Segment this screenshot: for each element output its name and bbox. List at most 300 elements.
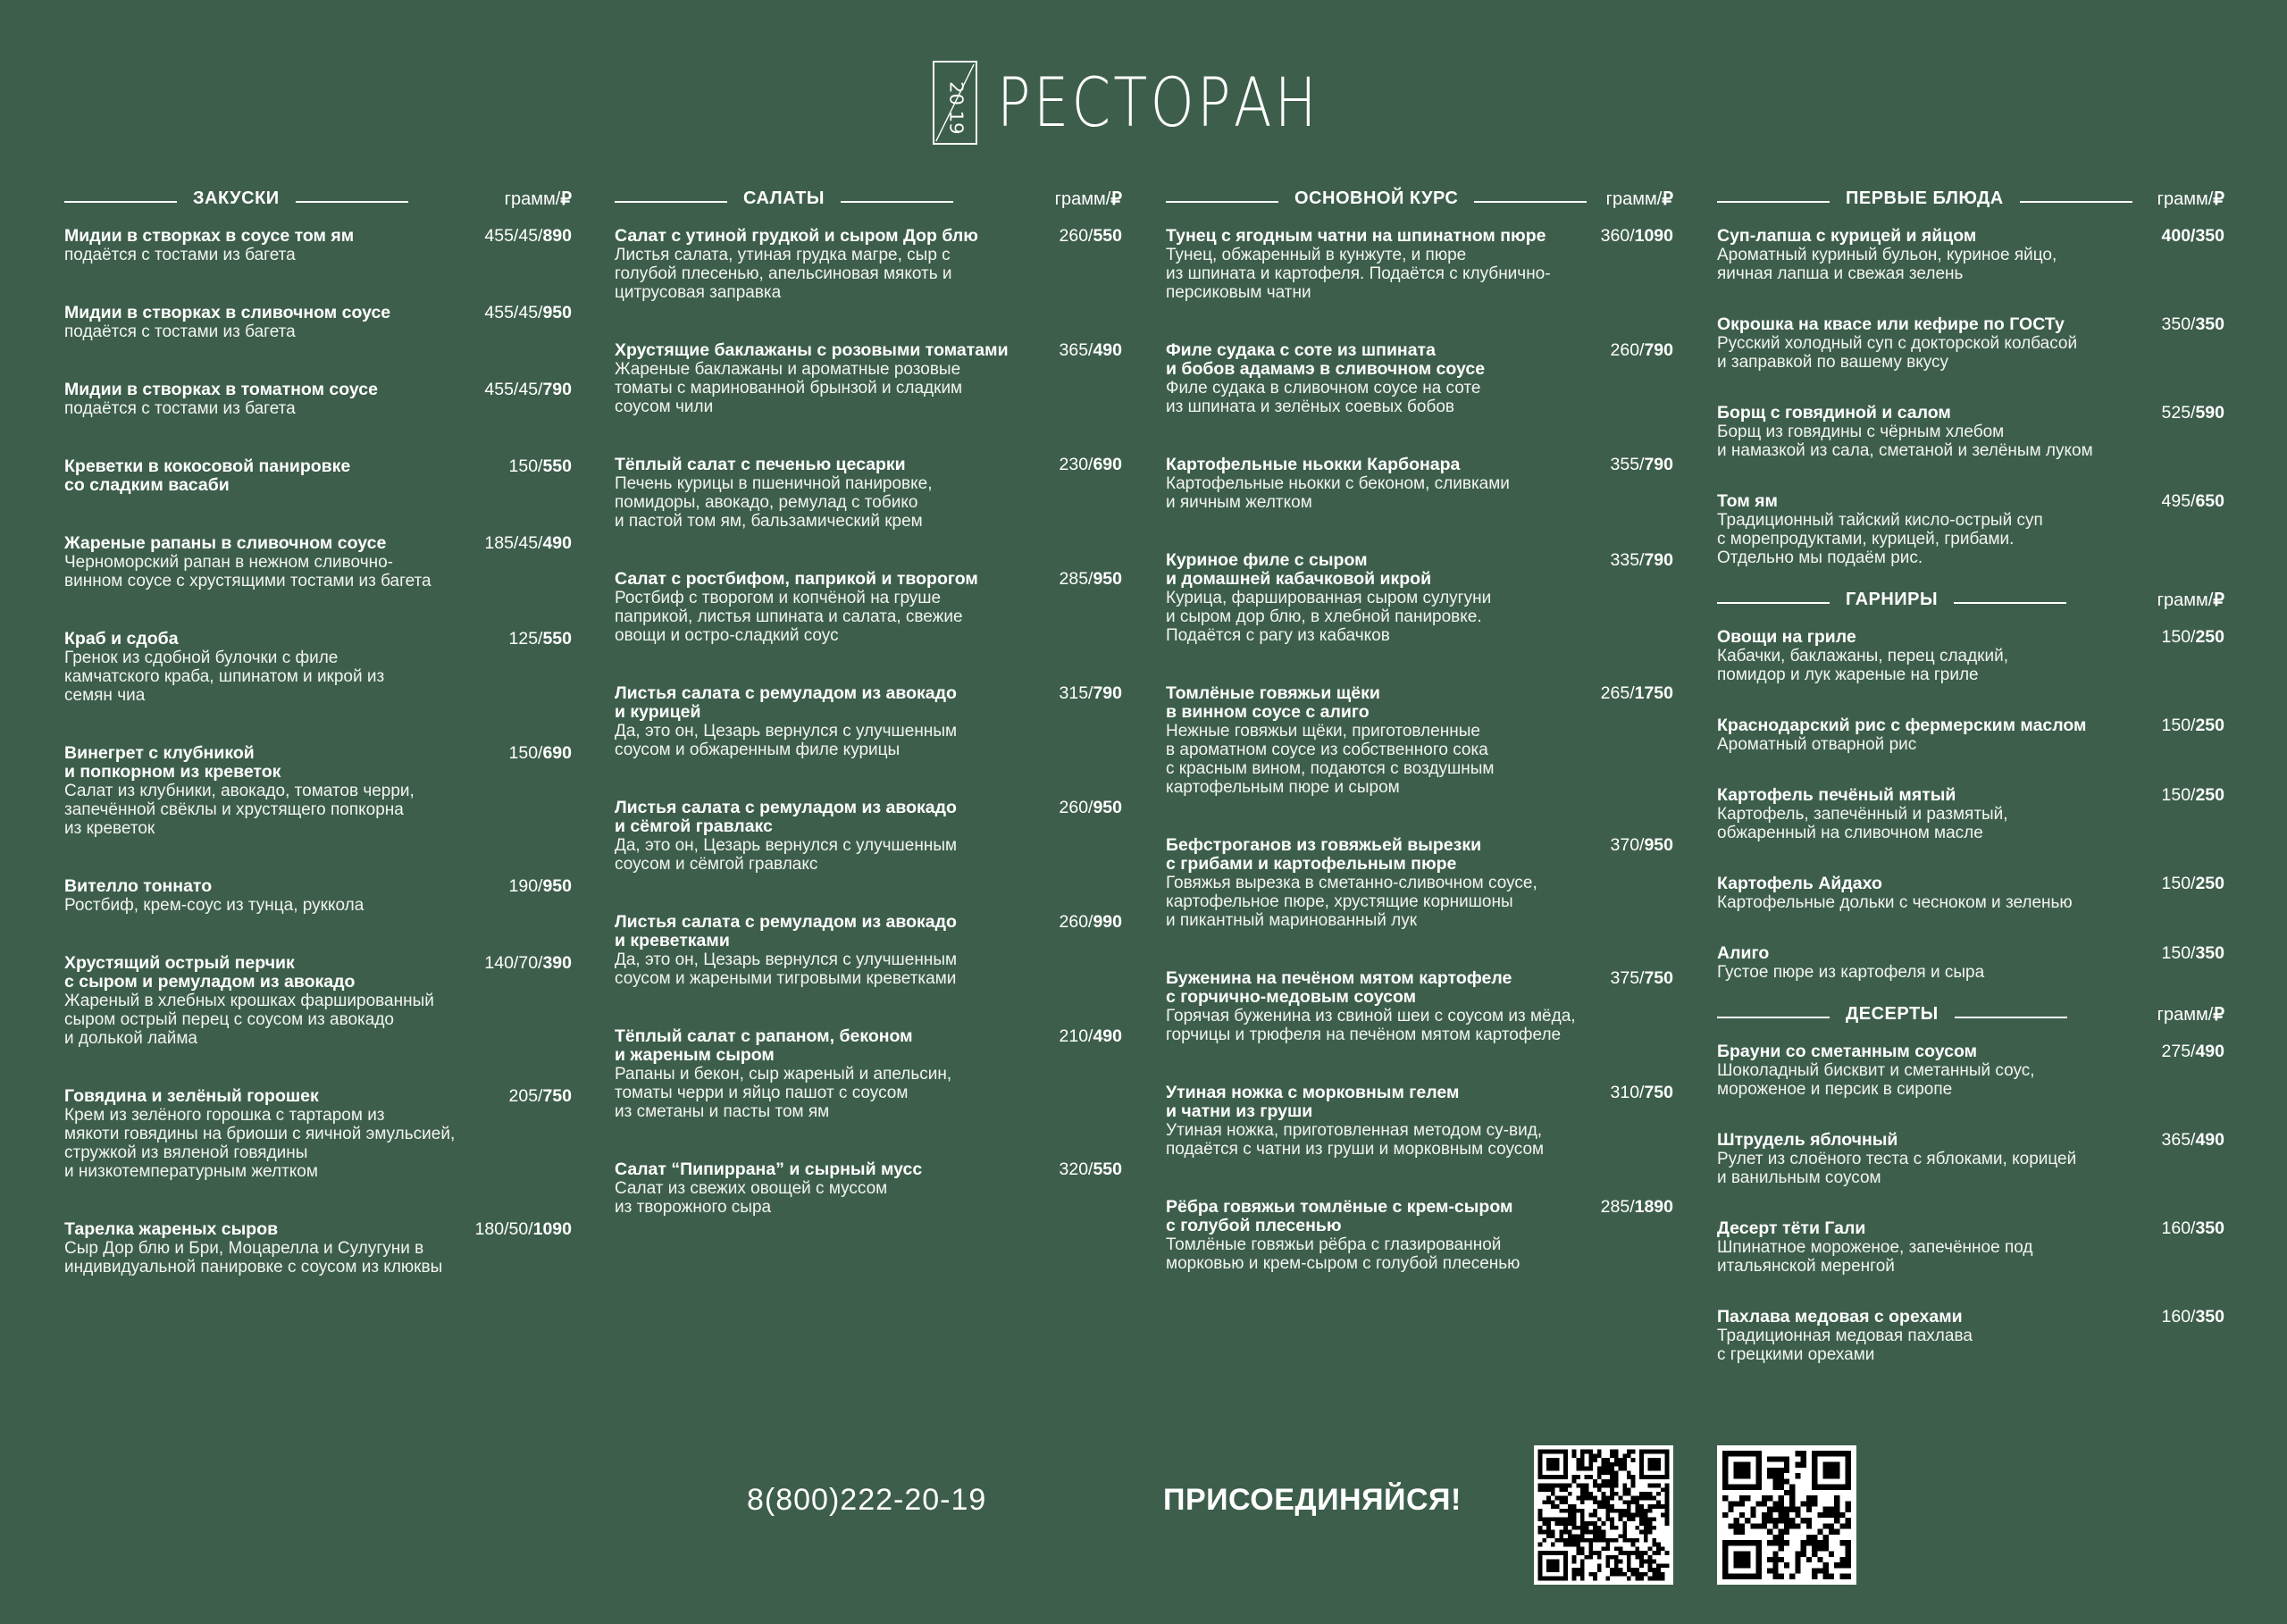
menu-item-cost: 690 — [542, 743, 572, 763]
menu-item — [1717, 315, 2224, 372]
section-header — [615, 186, 1122, 211]
menu-item — [1717, 786, 2224, 842]
menu-item-description: подаётся с тостами из багета — [64, 246, 296, 264]
menu-item-description: подаётся с тостами из багета — [64, 322, 296, 341]
currency-sign: ₽ — [1110, 188, 1122, 209]
menu-item-price — [2162, 1219, 2225, 1238]
menu-item-weight: 260/ — [1059, 798, 1093, 817]
menu-item-header — [64, 227, 572, 246]
menu-item-cost: 690 — [1093, 455, 1122, 474]
menu-item-header — [64, 534, 572, 553]
menu-item-weight: 230/ — [1059, 455, 1093, 474]
menu-item-name: Суп-лапша с курицей и яйцом — [1717, 226, 1977, 246]
menu-item-name: Томлёные говяжьи щёки в винном соусе с алиго — [1166, 683, 1380, 722]
menu-item-weight: 150/ — [508, 456, 543, 476]
menu-item-cost: 790 — [1644, 340, 1673, 360]
menu-item-description: Ростбиф, крем-соус из тунца, руккола — [64, 896, 364, 915]
menu-item — [615, 456, 1122, 531]
menu-item-cost: 490 — [2195, 1130, 2224, 1150]
section-rule-left — [1717, 1017, 1830, 1018]
menu-item-cost: 790 — [1644, 455, 1673, 474]
menu-item — [615, 341, 1122, 416]
menu-item-weight: 205/ — [508, 1086, 543, 1106]
menu-item-price — [1601, 227, 1673, 246]
menu-item-header — [615, 1027, 1122, 1065]
menu-item-header — [1166, 551, 1673, 589]
menu-item-price — [2162, 786, 2225, 805]
menu-item — [64, 227, 572, 264]
menu-item-name: Салат с утиной грудкой и сыром Дор блю — [615, 226, 978, 246]
menu-item-weight: 260/ — [1059, 912, 1093, 932]
menu-item-cost: 390 — [542, 953, 572, 973]
menu-item-header — [615, 341, 1122, 360]
menu-item-description: Нежные говяжьи щёки, приготовленные в ароматном соусе из собственного сока с красным вином, подаются с воздушным картофельным пюре и сыром — [1166, 722, 1495, 797]
menu-item — [1166, 551, 1673, 645]
menu-item-price — [1060, 799, 1123, 817]
qr-code-1[interactable] — [1534, 1445, 1673, 1585]
menu-item-weight: 275/ — [2161, 1042, 2196, 1061]
menu-item-price — [1060, 1160, 1123, 1179]
menu-item-name: Картофель печёный мятый — [1717, 785, 1956, 805]
menu-item-name: Брауни со сметанным соусом — [1717, 1042, 1978, 1061]
menu-item — [615, 913, 1122, 988]
unit-label: грамм/ — [2157, 1004, 2214, 1025]
section-rule-right — [1954, 602, 2066, 604]
menu-item-description: Курица, фаршированная сыром сулугуни и сыром дор блю, в хлебной панировке. Подаётся с рагу из кабачков — [1166, 589, 1492, 645]
menu-item — [615, 227, 1122, 302]
menu-item-name: Хрустящие баклажаны с розовыми томатами — [615, 340, 1009, 360]
menu-item-weight: 180/50/ — [474, 1219, 533, 1239]
menu-item-price — [1611, 456, 1674, 474]
menu-item-header — [1166, 684, 1673, 722]
menu-item — [1166, 1198, 1673, 1273]
menu-item-cost: 950 — [1093, 798, 1122, 817]
menu-item-description: Да, это он, Цезарь вернулся с улучшенным соусом и обжаренным филе курицы — [615, 722, 958, 759]
menu-item-price — [509, 1087, 573, 1106]
menu-item-description: Филе судака в сливочном соусе на соте из шпината и зелёных соевых бобов — [1166, 379, 1481, 416]
unit-label: грамм/ — [504, 188, 561, 209]
menu-item-name: Утиная ножка с морковным гелем и чатни из груши — [1166, 1083, 1460, 1121]
phone-number[interactable]: 8(800)222-20-19 — [747, 1483, 987, 1517]
section-title: ОСНОВНОЙ КУРС — [1294, 188, 1459, 208]
menu-item — [1717, 628, 2224, 684]
menu-item — [1166, 227, 1673, 302]
section-header — [1717, 587, 2224, 612]
menu-item-description: Рапаны и бекон, сыр жареный и апельсин, томаты черри и яйцо пашот с соусом из сметаны и пасты том ям — [615, 1065, 952, 1121]
menu-item — [1166, 456, 1673, 512]
menu-item-name: Штрудель яблочный — [1717, 1130, 1898, 1150]
menu-item-weight: 495/ — [2161, 491, 2196, 511]
section-unit — [1606, 188, 1673, 210]
menu-item-name: Рёбра говяжьи томлёные с крем-сыром с голубой плесенью — [1166, 1197, 1513, 1235]
menu-item-description: Картофельные ньокки с беконом, сливками и яичным желтком — [1166, 474, 1510, 512]
menu-item-header — [1166, 1084, 1673, 1121]
section-title: ПЕРВЫЕ БЛЮДА — [1846, 188, 2004, 208]
menu-item-cost: 550 — [1093, 1159, 1122, 1179]
menu-item-cost: 550 — [542, 629, 572, 649]
menu-item — [64, 954, 572, 1048]
menu-item-description: Ароматный куриный бульон, куриное яйцо, яичная лапша и свежая зелень — [1717, 246, 2057, 283]
menu-item-cost: 350 — [2195, 1307, 2224, 1327]
menu-item — [1166, 969, 1673, 1044]
menu-item-header — [1166, 341, 1673, 379]
menu-item — [1717, 875, 2224, 912]
menu-item-description: Традиционная медовая пахлава с грецкими орехами — [1717, 1327, 1973, 1364]
section-header — [1717, 1001, 2224, 1026]
menu-item-weight: 125/ — [508, 629, 543, 649]
menu-item-weight: 160/ — [2161, 1218, 2196, 1238]
menu-item-description: Картофельные дольки с чесноком и зеленью — [1717, 893, 2073, 912]
menu-item-price — [509, 630, 573, 649]
menu-item-name: Листья салата с ремуладом из авокадо и сёмгой гравлакс — [615, 798, 957, 836]
menu-item — [1717, 716, 2224, 754]
menu-item-name: Листья салата с ремуладом из авокадо и курицей — [615, 683, 957, 722]
currency-sign: ₽ — [560, 188, 572, 209]
menu-item-description: Говяжья вырезка в сметанно-сливочном соусе, картофельное пюре, хрустящие корнишоны и пикантный маринованный лук — [1166, 874, 1537, 930]
menu-item-price — [484, 227, 572, 246]
menu-item-price — [2162, 227, 2225, 246]
menu-item-weight: 150/ — [2161, 627, 2196, 647]
logo-mark-top: 20 — [945, 81, 968, 105]
menu-item-cost: 1750 — [1634, 683, 1673, 703]
menu-item-price — [1060, 684, 1123, 703]
menu-item-description: Картофель, запечённый и размятый, обжаренный на сливочном масле — [1717, 805, 2008, 842]
menu-item-weight: 370/ — [1610, 835, 1645, 855]
menu-item-cost: 950 — [1093, 569, 1122, 589]
menu-item — [64, 877, 572, 915]
menu-item-header — [615, 227, 1122, 246]
menu-item-header — [615, 684, 1122, 722]
menu-item-weight: 150/ — [508, 743, 543, 763]
menu-item — [1717, 944, 2224, 982]
menu-item-header — [64, 954, 572, 992]
menu-item-header — [1717, 492, 2224, 511]
restaurant-title: РЕСТОРАН — [996, 63, 1319, 142]
menu-item-header — [615, 570, 1122, 589]
menu-item-header — [615, 913, 1122, 950]
menu-item-cost: 250 — [2195, 716, 2224, 735]
menu-item-header — [1166, 456, 1673, 474]
currency-sign: ₽ — [1662, 188, 1673, 209]
section-rule-right — [1474, 201, 1587, 203]
menu-item-header — [615, 799, 1122, 836]
menu-column-4 — [1717, 186, 2224, 1396]
menu-item-description: подаётся с тостами из багета — [64, 399, 296, 418]
menu-item-header — [1717, 628, 2224, 647]
menu-item-description: Сыр Дор блю и Бри, Моцарелла и Сулугуни в индивидуальной панировке с соусом из клюквы — [64, 1239, 443, 1277]
menu-item-cost: 490 — [2195, 1042, 2224, 1061]
menu-item-cost: 490 — [542, 533, 572, 553]
menu-item — [64, 744, 572, 838]
menu-item-cost: 750 — [1644, 968, 1673, 988]
menu-item-price — [484, 954, 572, 973]
currency-sign: ₽ — [2213, 188, 2224, 209]
currency-sign: ₽ — [2213, 590, 2224, 610]
menu-item-header — [1166, 227, 1673, 246]
section-unit — [1055, 188, 1122, 210]
menu-item-description: Крем из зелёного горошка с тартаром из мякоти говядины на бриоши с яичной эмульсией, стружкой из вяленой говядины и низкотемпературным желтком — [64, 1106, 456, 1181]
menu-item-name: Краб и сдоба — [64, 629, 179, 649]
menu-item-price — [1060, 227, 1123, 246]
menu-item-cost: 250 — [2195, 785, 2224, 805]
menu-item-description: Ароматный отварной рис — [1717, 735, 1917, 754]
section-rule-right — [1955, 1017, 2067, 1018]
section-rule-left — [64, 201, 177, 203]
menu-item-weight: 455/45/ — [484, 380, 543, 399]
menu-item — [64, 534, 572, 590]
menu-item-price — [1601, 1198, 1673, 1217]
menu-item-description: Жареный в хлебных крошках фаршированный сыром острый перец с соусом из авокадо и долькой лайма — [64, 992, 434, 1048]
menu-column-3 — [1166, 186, 1673, 1312]
menu-item-weight: 335/ — [1610, 550, 1645, 570]
menu-item-weight: 285/ — [1059, 569, 1093, 589]
menu-item-cost: 350 — [2195, 1218, 2224, 1238]
menu-item-price — [1611, 969, 1674, 988]
menu-item-header — [1717, 315, 2224, 334]
menu-item-cost: 250 — [2195, 874, 2224, 893]
menu-item — [64, 457, 572, 495]
menu-item-header — [1717, 944, 2224, 963]
section-rule-left — [1717, 201, 1830, 203]
menu-column-2 — [615, 186, 1122, 1256]
menu-item-price — [509, 457, 573, 476]
menu-item-price — [1601, 684, 1673, 703]
logo-mark-bottom: 19 — [945, 110, 968, 135]
menu-item — [615, 684, 1122, 759]
menu-item-cost: 350 — [2195, 314, 2224, 334]
section-title: ГАРНИРЫ — [1846, 589, 1939, 609]
menu-item-header — [64, 1087, 572, 1106]
menu-item-header — [64, 1220, 572, 1239]
section-rule-left — [1717, 602, 1830, 604]
menu-item-weight: 140/70/ — [484, 953, 543, 973]
menu-item-weight: 210/ — [1059, 1026, 1093, 1046]
menu-item-price — [1060, 456, 1123, 474]
unit-label: грамм/ — [2157, 590, 2214, 610]
menu-item-price — [2162, 1131, 2225, 1150]
menu-item — [1166, 684, 1673, 797]
menu-item — [1166, 836, 1673, 930]
menu-item-cost: 950 — [1644, 835, 1673, 855]
menu-item-name: Тёплый салат с рапаном, беконом и жареным сыром — [615, 1026, 913, 1065]
join-cta: ПРИСОЕДИНЯЙСЯ! — [1163, 1483, 1462, 1517]
menu-item-weight: 310/ — [1610, 1083, 1645, 1102]
menu-item — [64, 630, 572, 705]
menu-item-price — [2162, 404, 2225, 423]
menu-item-name: Тарелка жареных сыров — [64, 1219, 279, 1239]
menu-item-price — [1611, 1084, 1674, 1102]
menu-item-name: Мидии в створках в томатном соусе — [64, 380, 378, 399]
menu-item-cost: 990 — [1093, 912, 1122, 932]
menu-item — [615, 570, 1122, 645]
menu-item-weight: 320/ — [1059, 1159, 1093, 1179]
menu-item-weight: 455/45/ — [484, 303, 543, 322]
menu-item-header — [1717, 1308, 2224, 1327]
menu-item-header — [64, 877, 572, 896]
menu-item-description: Салат из клубники, авокадо, томатов черри, запечённой свёклы и хрустящего попкорна из креветок — [64, 782, 415, 838]
menu-item-description: Традиционный тайский кисло-острый суп с морепродуктами, курицей, грибами. Отдельно мы подаём рис. — [1717, 511, 2043, 567]
menu-item-price — [1060, 1027, 1123, 1046]
menu-item-weight: 260/ — [1610, 340, 1645, 360]
menu-item-price — [484, 534, 572, 553]
menu-item-cost: 790 — [1644, 550, 1673, 570]
menu-item — [1166, 341, 1673, 416]
section-rule-right — [296, 201, 408, 203]
menu-item-description: Кабачки, баклажаны, перец сладкий, помидор и лук жареные на гриле — [1717, 647, 2008, 684]
menu-item-description: Черноморский рапан в нежном сливочно- винном соусе с хрустящими тостами из багета — [64, 553, 431, 590]
menu-item-cost: 950 — [542, 303, 572, 322]
menu-item — [1717, 404, 2224, 460]
section-rule-right — [841, 201, 953, 203]
menu-item-description: Да, это он, Цезарь вернулся с улучшенным соусом и сёмгой гравлакс — [615, 836, 958, 874]
menu-item-description: Густое пюре из картофеля и сыра — [1717, 963, 1985, 982]
menu-item-weight: 355/ — [1610, 455, 1645, 474]
menu-item-weight: 375/ — [1610, 968, 1645, 988]
menu-item-header — [1166, 969, 1673, 1007]
menu-item — [64, 381, 572, 418]
menu-item-name: Пахлава медовая с орехами — [1717, 1307, 1963, 1327]
menu-item-name: Хрустящий острый перчик с сыром и ремуладом из авокадо — [64, 953, 356, 992]
menu-item — [1717, 1131, 2224, 1187]
currency-sign: ₽ — [2213, 1004, 2224, 1025]
menu-item-name: Вителло тоннато — [64, 876, 213, 896]
section-rule-left — [615, 201, 727, 203]
menu-item-header — [615, 1160, 1122, 1179]
menu-item-weight: 360/ — [1600, 226, 1635, 246]
menu-item-price — [1611, 551, 1674, 570]
menu-item-price — [509, 744, 573, 763]
menu-item-description: Да, это он, Цезарь вернулся с улучшенным соусом и жареными тигровыми креветками — [615, 950, 958, 988]
menu-item-header — [1717, 875, 2224, 893]
menu-item — [1717, 492, 2224, 567]
menu-item-name: Салат с ростбифом, паприкой и творогом — [615, 569, 978, 589]
menu-item-weight: 150/ — [2161, 716, 2196, 735]
menu-item-name: Креветки в кокосовой панировке со сладким васаби — [64, 456, 351, 495]
menu-item-cost: 490 — [1093, 340, 1122, 360]
menu-item-price — [2162, 315, 2225, 334]
qr-code-icon — [1717, 1445, 1856, 1585]
menu-item — [1717, 1219, 2224, 1276]
menu-item — [1717, 1042, 2224, 1099]
menu-item-cost: 550 — [542, 456, 572, 476]
menu-item-description: Рулет из слоёного теста с яблоками, корицей и ванильным соусом — [1717, 1150, 2077, 1187]
section-rule-right — [2020, 201, 2132, 203]
unit-label: грамм/ — [1605, 188, 1663, 209]
logo-mark-icon — [933, 61, 977, 145]
menu-item-name: Краснодарский рис с фермерским маслом — [1717, 716, 2087, 735]
menu-item — [1166, 1084, 1673, 1159]
menu-item-cost: 790 — [1093, 683, 1122, 703]
menu-item-weight: 365/ — [2161, 1130, 2196, 1150]
menu-item-description: Жареные баклажаны и ароматные розовые томаты с маринованной брынзой и сладким соусом чили — [615, 360, 963, 416]
menu-item-price — [2162, 1042, 2225, 1061]
menu-item-description: Листья салата, утиная грудка магре, сыр с голубой плесенью, апельсиновая мякоть и цитрусовая заправка — [615, 246, 952, 302]
unit-label: грамм/ — [2157, 188, 2214, 209]
menu-item-name: Алиго — [1717, 943, 1770, 963]
menu-item-description: Салат из свежих овощей с муссом из творожного сыра — [615, 1179, 888, 1217]
menu-item-weight: 185/45/ — [484, 533, 543, 553]
menu-item-name: Мидии в створках в соусе том ям — [64, 226, 355, 246]
menu-item-price — [1060, 913, 1123, 932]
qr-code-2[interactable] — [1717, 1445, 1856, 1585]
section-title: ДЕСЕРТЫ — [1846, 1003, 1939, 1024]
menu-item-name: Овощи на гриле — [1717, 627, 1856, 647]
menu-item-description: Ростбиф с творогом и копчёной на груше паприкой, листья шпината и салата, свежие овощи и остро-сладкий соус — [615, 589, 963, 645]
menu-item — [1717, 227, 2224, 283]
menu-item-price — [2162, 944, 2225, 963]
menu-item-name: Десерт тёти Гали — [1717, 1218, 1866, 1238]
menu-item-weight: 150/ — [2161, 943, 2196, 963]
menu-item-description: Тунец, обжаренный в кунжуте, и пюре из шпината и картофеля. Подаётся с клубнично- персиковым чатни — [1166, 246, 1551, 302]
menu-item-price — [1060, 570, 1123, 589]
menu-item-price — [2162, 716, 2225, 735]
menu-item-price — [475, 1220, 572, 1239]
menu-item-name: Говядина и зелёный горошек — [64, 1086, 319, 1106]
menu-item-cost: 790 — [542, 380, 572, 399]
menu-item-price — [484, 381, 572, 399]
menu-item-weight: 160/ — [2161, 1307, 2196, 1327]
menu-item-weight: 365/ — [1059, 340, 1093, 360]
section-header — [1166, 186, 1673, 211]
menu-item-weight: 150/ — [2161, 785, 2196, 805]
qr-code-icon — [1534, 1445, 1673, 1585]
menu-item-cost: 750 — [542, 1086, 572, 1106]
menu-item-description: Русский холодный суп с докторской колбасой и заправкой по вашему вкусу — [1717, 334, 2078, 372]
menu-item-name: Буженина на печёном мятом картофеле с горчично-медовым соусом — [1166, 968, 1512, 1007]
menu-item-header — [1166, 1198, 1673, 1235]
menu-item-price — [2162, 628, 2225, 647]
menu-item-weight: 350/ — [2161, 314, 2196, 334]
menu-item-name: Филе судака с соте из шпината и бобов адамамэ в сливочном соусе — [1166, 340, 1486, 379]
menu-item-cost: 890 — [542, 226, 572, 246]
menu-column-1 — [64, 186, 572, 1316]
menu-item-description: Утиная ножка, приготовленная методом су-вид, подаётся с чатни из груши и морковным соусом — [1166, 1121, 1545, 1159]
menu-item-description: Печень курицы в пшеничной панировке, помидоры, авокадо, ремулад с тобико и пастой том ям, бальзамический крем — [615, 474, 933, 531]
menu-item-price — [2162, 1308, 2225, 1327]
menu-item-cost: 1090 — [1634, 226, 1673, 246]
menu-item — [64, 1220, 572, 1277]
menu-item-price — [1611, 341, 1674, 360]
menu-item-header — [1717, 716, 2224, 735]
menu-item-cost: 550 — [1093, 226, 1122, 246]
section-title: САЛАТЫ — [743, 188, 825, 208]
menu-item-header — [1166, 836, 1673, 874]
menu-item-description: Гренок из сдобной булочки с филе камчатского краба, шпинатом и икрой из семян чиа — [64, 649, 385, 705]
menu-item-name: Картофельные ньокки Карбонара — [1166, 455, 1461, 474]
menu-item-cost: 1090 — [532, 1219, 572, 1239]
menu-item-weight: 190/ — [508, 876, 543, 896]
menu-item — [615, 1160, 1122, 1217]
menu-item-name: Мидии в створках в сливочном соусе — [64, 303, 391, 322]
menu-item — [615, 799, 1122, 874]
menu-item-weight: 150/ — [2161, 874, 2196, 893]
menu-item — [615, 1027, 1122, 1121]
menu-item-weight: 455/45/ — [484, 226, 543, 246]
menu-item-header — [64, 744, 572, 782]
menu-item-cost: 250 — [2195, 627, 2224, 647]
menu-item-name: Окрошка на квасе или кефире по ГОСТу — [1717, 314, 2065, 334]
menu-item-cost: 490 — [1093, 1026, 1122, 1046]
menu-item — [64, 1087, 572, 1181]
menu-item-header — [1717, 1131, 2224, 1150]
menu-item-cost: 400/350 — [2161, 226, 2224, 246]
menu-item — [64, 304, 572, 341]
section-title: ЗАКУСКИ — [193, 188, 280, 208]
menu-item-name: Тунец с ягодным чатни на шпинатном пюре — [1166, 226, 1546, 246]
menu-item-description: Шпинатное мороженое, запечённое под итальянской меренгой — [1717, 1238, 2033, 1276]
menu-item-header — [615, 456, 1122, 474]
menu-item-name: Тёплый салат с печенью цесарки — [615, 455, 906, 474]
